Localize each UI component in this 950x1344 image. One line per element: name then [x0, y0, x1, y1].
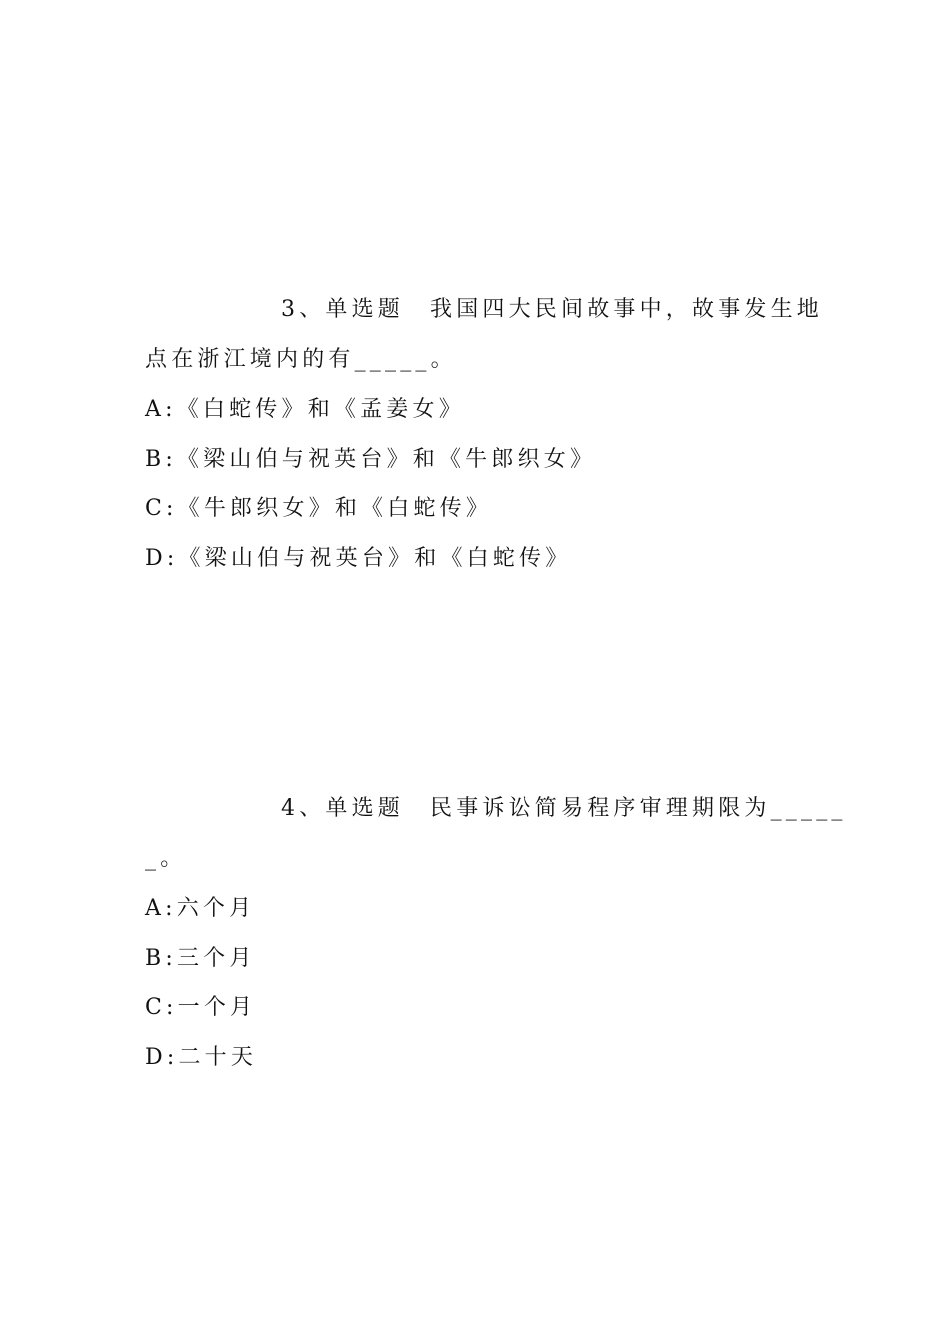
option-text: 《白蛇传》和《孟姜女》 — [176, 397, 465, 422]
option-text: 二十天 — [178, 1044, 258, 1070]
option-label: B: — [145, 446, 177, 472]
option-label: D: — [145, 545, 179, 571]
option-c — [145, 983, 805, 1033]
option-a — [145, 385, 805, 435]
option-text: 一个月 — [177, 995, 257, 1020]
option-d — [145, 1033, 805, 1083]
option-label: B: — [145, 945, 177, 971]
option-b — [145, 934, 805, 984]
question-header: 3、单选题 — [281, 297, 404, 322]
option-label: C: — [145, 995, 178, 1020]
option-label: A: — [145, 896, 177, 921]
option-label: C: — [145, 496, 178, 521]
question-stem-line-1 — [145, 784, 847, 834]
option-text: 《梁山伯与祝英台》和《牛郎织女》 — [176, 446, 597, 472]
question-stem-line-2: _。 — [145, 846, 187, 871]
option-d — [145, 534, 805, 584]
option-label: D: — [145, 1044, 179, 1070]
option-label: A: — [145, 397, 177, 422]
question-4 — [145, 784, 847, 1082]
option-text: 《梁山伯与祝英台》和《白蛇传》 — [178, 545, 572, 571]
option-text: 《牛郎织女》和《白蛇传》 — [177, 496, 493, 521]
option-b — [145, 435, 805, 485]
question-stem-text: 民事诉讼简易程序审理期限为_____ — [430, 796, 847, 821]
question-stem-line-2: 点在浙江境内的有_____。 — [145, 347, 457, 372]
question-header: 4、单选题 — [281, 796, 404, 821]
question-3 — [145, 285, 824, 583]
option-text: 六个月 — [176, 896, 256, 921]
option-text: 三个月 — [176, 945, 256, 971]
option-c — [145, 484, 805, 534]
question-stem-text: 我国四大民间故事中，故事发生地 — [430, 297, 824, 322]
option-a — [145, 884, 805, 934]
question-stem-line-1 — [145, 285, 824, 335]
